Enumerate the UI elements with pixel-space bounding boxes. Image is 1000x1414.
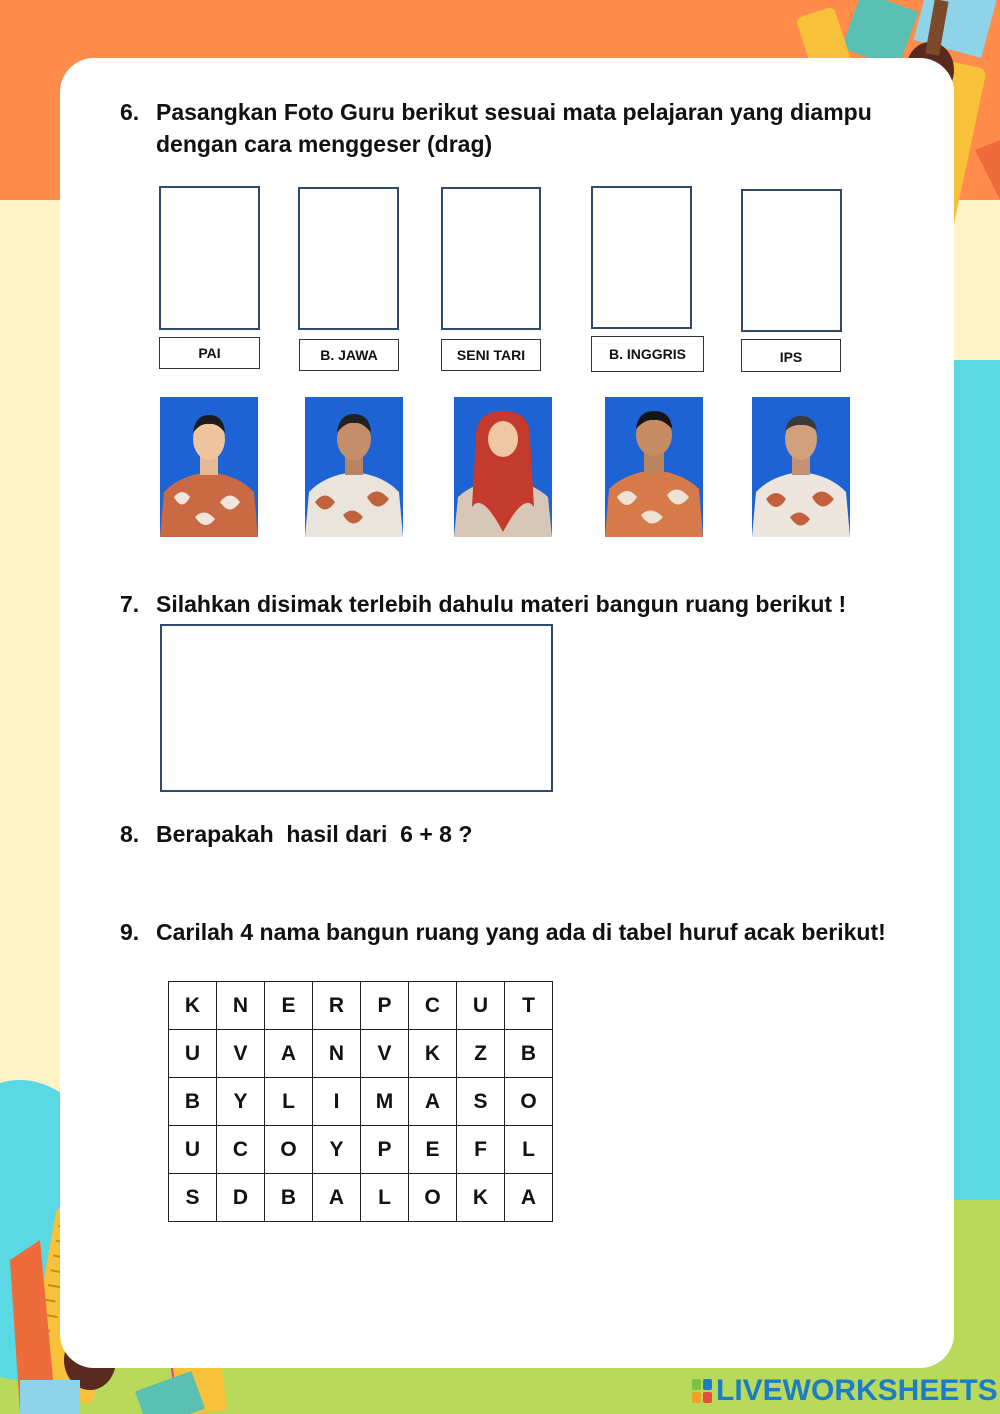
question-6-text-line1: Pasangkan Foto Guru berikut sesuai mata pelajaran yang diampu bbox=[156, 99, 872, 125]
media-embed-box[interactable] bbox=[160, 624, 553, 792]
grid-cell[interactable]: S bbox=[457, 1078, 505, 1126]
grid-cell[interactable]: Z bbox=[457, 1030, 505, 1078]
grid-cell[interactable]: U bbox=[169, 1126, 217, 1174]
question-9-number: 9. bbox=[120, 919, 140, 945]
drop-zone-ips[interactable] bbox=[741, 189, 842, 332]
question-7-number: 7. bbox=[120, 591, 140, 617]
question-8-text: Berapakah hasil dari 6 + 8 ? bbox=[156, 821, 473, 847]
grid-row bbox=[169, 1030, 553, 1078]
grid-cell[interactable]: F bbox=[457, 1126, 505, 1174]
grid-cell[interactable]: N bbox=[313, 1030, 361, 1078]
teacher-photo-1[interactable] bbox=[160, 397, 258, 537]
grid-cell[interactable]: T bbox=[505, 982, 553, 1030]
grid-cell[interactable]: N bbox=[217, 982, 265, 1030]
subject-label-ips: IPS bbox=[741, 339, 841, 372]
drop-zone-b-jawa[interactable] bbox=[298, 187, 399, 330]
grid-cell[interactable]: O bbox=[505, 1078, 553, 1126]
liveworksheets-logo-icon bbox=[692, 1379, 712, 1403]
grid-cell[interactable]: B bbox=[169, 1078, 217, 1126]
question-8-number: 8. bbox=[120, 821, 140, 847]
grid-cell[interactable]: C bbox=[217, 1126, 265, 1174]
grid-cell[interactable]: U bbox=[457, 982, 505, 1030]
grid-cell[interactable]: D bbox=[217, 1174, 265, 1222]
drop-zone-pai[interactable] bbox=[159, 186, 260, 330]
teacher-photo-4[interactable] bbox=[605, 397, 703, 537]
grid-cell[interactable]: P bbox=[361, 1126, 409, 1174]
question-6-number: 6. bbox=[120, 99, 140, 125]
drop-zone-b-inggris[interactable] bbox=[591, 186, 692, 329]
question-7 bbox=[120, 588, 900, 620]
grid-cell[interactable]: Y bbox=[217, 1078, 265, 1126]
grid-cell[interactable]: L bbox=[361, 1174, 409, 1222]
question-6 bbox=[120, 96, 900, 160]
grid-cell[interactable]: B bbox=[265, 1174, 313, 1222]
grid-cell[interactable]: A bbox=[265, 1030, 313, 1078]
grid-cell[interactable]: K bbox=[457, 1174, 505, 1222]
question-8 bbox=[120, 818, 900, 850]
word-search-grid bbox=[168, 981, 553, 1222]
teacher-photo-3[interactable] bbox=[454, 397, 552, 537]
grid-row bbox=[169, 1174, 553, 1222]
grid-cell[interactable]: S bbox=[169, 1174, 217, 1222]
question-6-text-line2: dengan cara menggeser (drag) bbox=[156, 131, 493, 157]
subject-label-b-jawa: B. JAWA bbox=[299, 339, 399, 371]
grid-cell[interactable]: K bbox=[409, 1030, 457, 1078]
subject-label-b-inggris: B. INGGRIS bbox=[591, 336, 704, 372]
subject-label-pai: PAI bbox=[159, 337, 260, 369]
grid-cell[interactable]: M bbox=[361, 1078, 409, 1126]
grid-cell[interactable]: E bbox=[265, 982, 313, 1030]
liveworksheets-logo-text: LIVEWORKSHEETS bbox=[716, 1374, 998, 1407]
grid-cell[interactable]: V bbox=[217, 1030, 265, 1078]
grid-cell[interactable]: R bbox=[313, 982, 361, 1030]
grid-cell[interactable]: I bbox=[313, 1078, 361, 1126]
grid-cell[interactable]: K bbox=[169, 982, 217, 1030]
grid-cell[interactable]: A bbox=[313, 1174, 361, 1222]
grid-cell[interactable]: P bbox=[361, 982, 409, 1030]
grid-cell[interactable]: O bbox=[265, 1126, 313, 1174]
grid-cell[interactable]: E bbox=[409, 1126, 457, 1174]
drop-zone-seni-tari[interactable] bbox=[441, 187, 541, 330]
grid-cell[interactable]: C bbox=[409, 982, 457, 1030]
teacher-photo-5[interactable] bbox=[752, 397, 850, 537]
grid-cell[interactable]: U bbox=[169, 1030, 217, 1078]
grid-row bbox=[169, 1078, 553, 1126]
grid-cell[interactable]: A bbox=[505, 1174, 553, 1222]
grid-cell[interactable]: Y bbox=[313, 1126, 361, 1174]
grid-cell[interactable]: L bbox=[505, 1126, 553, 1174]
grid-row bbox=[169, 982, 553, 1030]
grid-row bbox=[169, 1126, 553, 1174]
question-9 bbox=[120, 916, 920, 948]
liveworksheets-logo bbox=[692, 1374, 998, 1408]
subject-label-seni-tari: SENI TARI bbox=[441, 339, 541, 371]
grid-cell[interactable]: B bbox=[505, 1030, 553, 1078]
question-7-text: Silahkan disimak terlebih dahulu materi bangun ruang berikut ! bbox=[156, 591, 847, 617]
grid-cell[interactable]: L bbox=[265, 1078, 313, 1126]
grid-cell[interactable]: V bbox=[361, 1030, 409, 1078]
question-9-text: Carilah 4 nama bangun ruang yang ada di tabel huruf acak berikut! bbox=[156, 919, 886, 945]
grid-cell[interactable]: A bbox=[409, 1078, 457, 1126]
teacher-photo-2[interactable] bbox=[305, 397, 403, 537]
grid-cell[interactable]: O bbox=[409, 1174, 457, 1222]
